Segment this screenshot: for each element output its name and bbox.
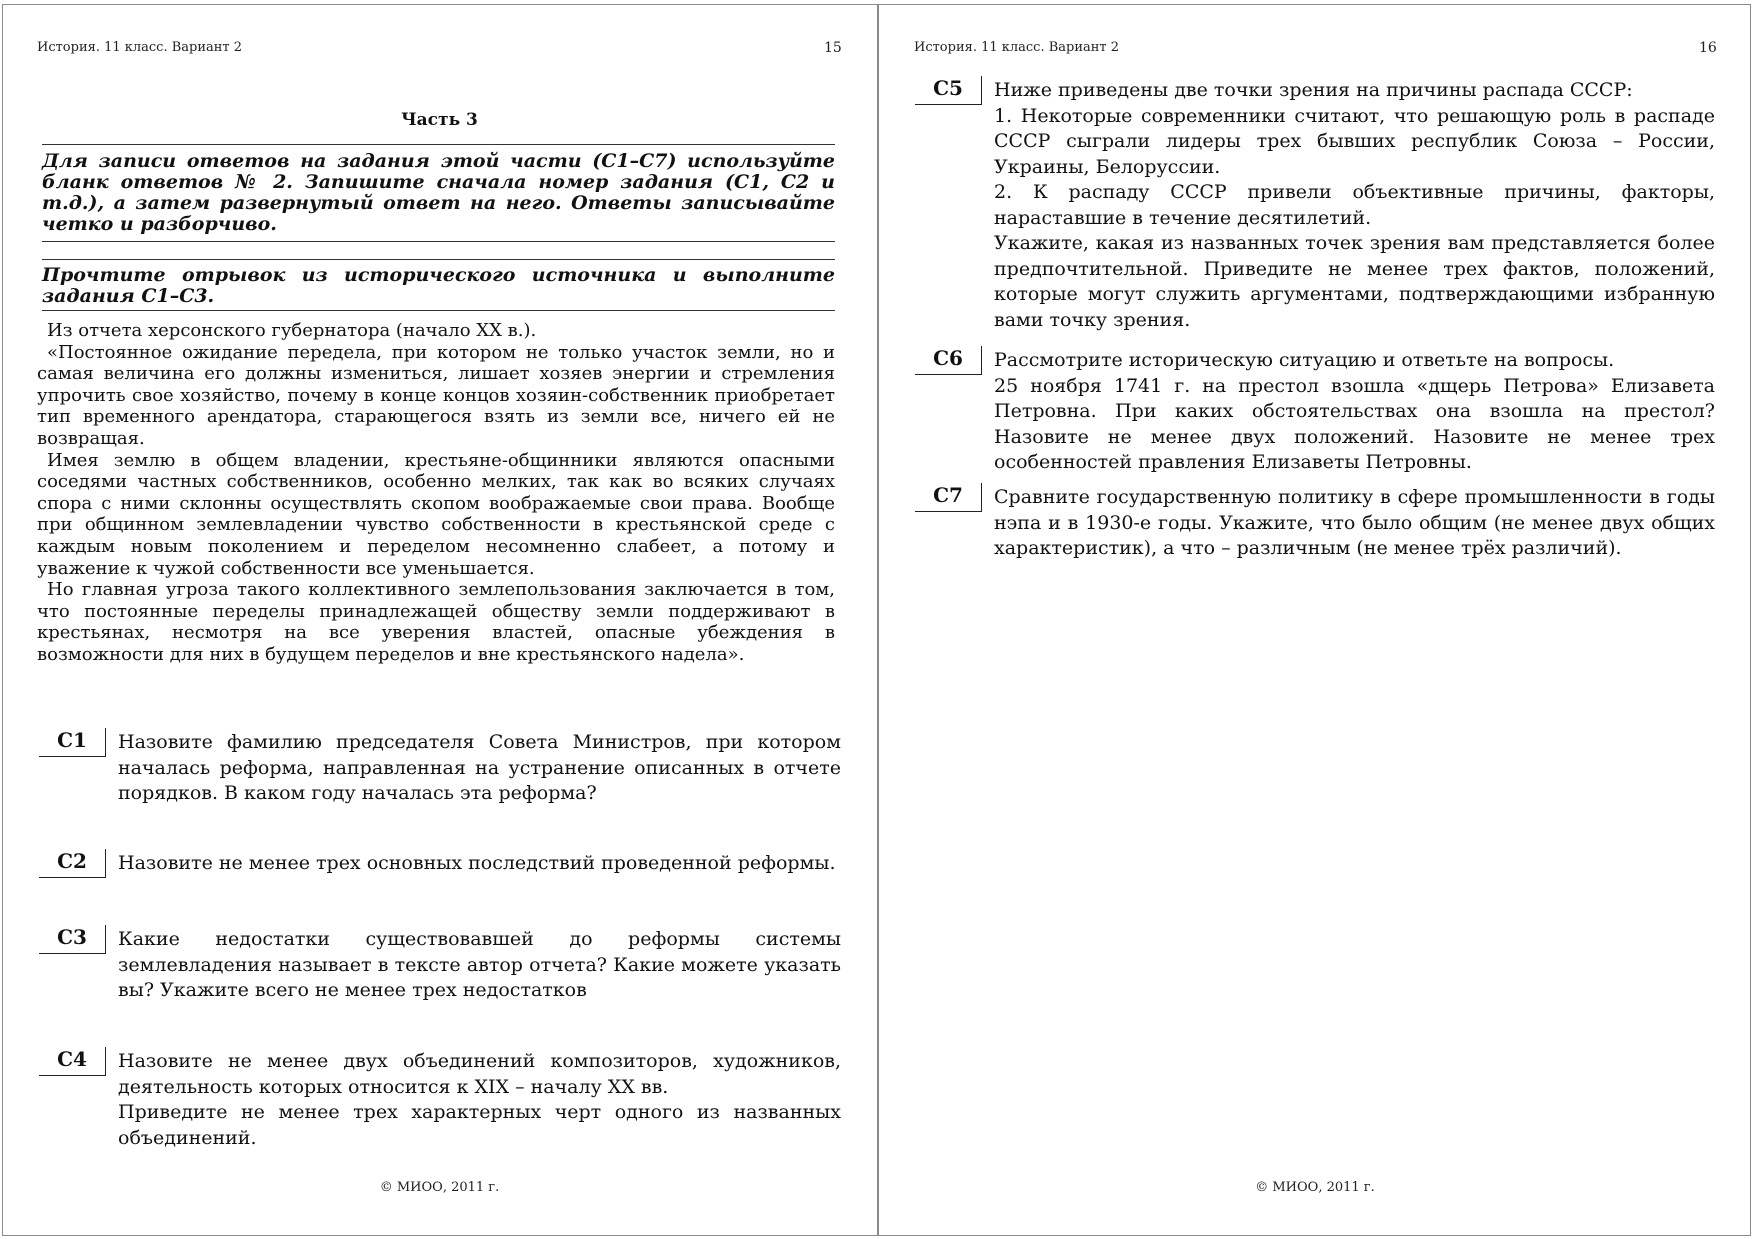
task-text (994, 348, 1715, 476)
task-text (994, 78, 1715, 333)
historical-source (37, 320, 835, 666)
task-line: 25 ноября 1741 г. на престол взошла «дщерь Петрова» Елизавета Петровна. При каких обстоятельствах она взошла на престол? Назовите не менее двух положений. Назовите не менее трех особенностей правления Елизаветы Петровны. (994, 374, 1715, 473)
running-header: История. 11 класс. Вариант 2 (37, 40, 243, 55)
running-header: История. 11 класс. Вариант 2 (914, 40, 1120, 55)
task-line: 2. К распаду СССР привели объективные причины, факторы, нараставшие в течение десятилетий. (994, 181, 1715, 229)
task-line: Рассмотрите историческую ситуацию и ответьте на вопросы. (994, 349, 1615, 371)
page-15 (2, 4, 877, 1236)
task-text (118, 927, 841, 1004)
page-number: 15 (824, 40, 842, 56)
task-label: С4 (39, 1047, 106, 1076)
task-line: Ниже приведены две точки зрения на причины распада СССР: (994, 79, 1633, 101)
task-label: С7 (915, 483, 982, 512)
task-line: Укажите, какая из названных точек зрения вам представляется более предпочтительной. Приведите не менее трех фактов, положений, которые могут служить аргументами, подтверждающими избранную вами точку зрения. (994, 232, 1715, 331)
task-label: С3 (39, 925, 106, 954)
rule-source-top (42, 259, 835, 260)
task-text (118, 1049, 841, 1151)
footer-copyright: © МИОО, 2011 г. (1255, 1180, 1375, 1195)
task-line: Сравните государственную политику в сфере промышленности в годы нэпа и в 1930-е годы. Укажите, что было общим (не менее двух общих характеристик), а что – различным (не менее трёх различий). (994, 486, 1715, 559)
rule-mid (42, 241, 835, 242)
task-line: Приведите не менее трех характерных черт одного из названных объединений. (118, 1101, 841, 1149)
source-paragraph-2: Имея землю в общем владении, крестьяне-общинники являются опасными соседями частных собственников, особенно мелких, так как во всяких случаях спора с ними склонны осуществлять скопом воображаемые свои права. Вообще при общинном землевладении чувство собственности в крестьянской среде с каждым новым поколением и переделом несомненно слабеет, а потому и уважение к чужой собственности все уменьшается. (37, 449, 835, 579)
task-text (994, 485, 1715, 562)
task-line: Какие недостатки существовавшей до реформы системы землевладения называет в тексте автор отчета? Какие можете указать вы? Укажите всего не менее трех недостатков (118, 928, 841, 1001)
rule-source-bottom (42, 310, 835, 311)
source-instruction: Прочтите отрывок из исторического источника и выполните задания С1–С3. (42, 264, 835, 307)
task-line: Назовите фамилию председателя Совета Министров, при котором началась реформа, направленная на устранение описанных в отчете порядков. В каком году началась эта реформа? (118, 731, 841, 804)
task-label: С1 (39, 728, 106, 757)
task-label: С2 (39, 849, 106, 878)
footer-copyright: © МИОО, 2011 г. (379, 1180, 500, 1195)
part-title: Часть 3 (401, 110, 478, 130)
task-line: Назовите не менее двух объединений композиторов, художников, деятельность которых относится к XIX – началу XX вв. (118, 1050, 841, 1098)
source-paragraph-3: Но главная угроза такого коллективного землепользования заключается в том, что постоянные переделы принадлежащей обществу земли поддерживают в крестьянах, несмотря на все уверения властей, опасные убеждения в возможности для них в будущем переделов и вне крестьянского надела». (37, 579, 835, 665)
task-line: Назовите не менее трех основных последствий проведенной реформы. (118, 852, 836, 874)
instructions: Для записи ответов на задания этой части (С1–С7) используйте бланк ответов № 2. Запишите сначала номер задания (С1, С2 и т.д.), а затем развернутый ответ на него. Ответы записывайте четко и разборчиво. (42, 150, 835, 235)
page-16 (879, 4, 1751, 1236)
task-text (118, 730, 841, 807)
task-line: 1. Некоторые современники считают, что решающую роль в распаде СССР сыграли лидеры трех бывших республик Союза – России, Украины, Белоруссии. (994, 104, 1715, 178)
task-text (118, 851, 841, 877)
rule-top (42, 144, 835, 145)
source-title: Из отчета херсонского губернатора (начало XX в.). (47, 320, 537, 341)
source-paragraph-1: «Постоянное ожидание передела, при котором не только участок земли, но и самая величина его должны измениться, лишает хозяев энергии и стремления упрочить свое хозяйство, почему в конце концов хозяин-собственник приобретает тип временного арендатора, старающегося взять из земли все, ничего ей не возвращая. (37, 341, 835, 449)
task-label: С5 (915, 76, 982, 105)
task-label: С6 (915, 346, 982, 375)
page-number: 16 (1699, 40, 1717, 56)
